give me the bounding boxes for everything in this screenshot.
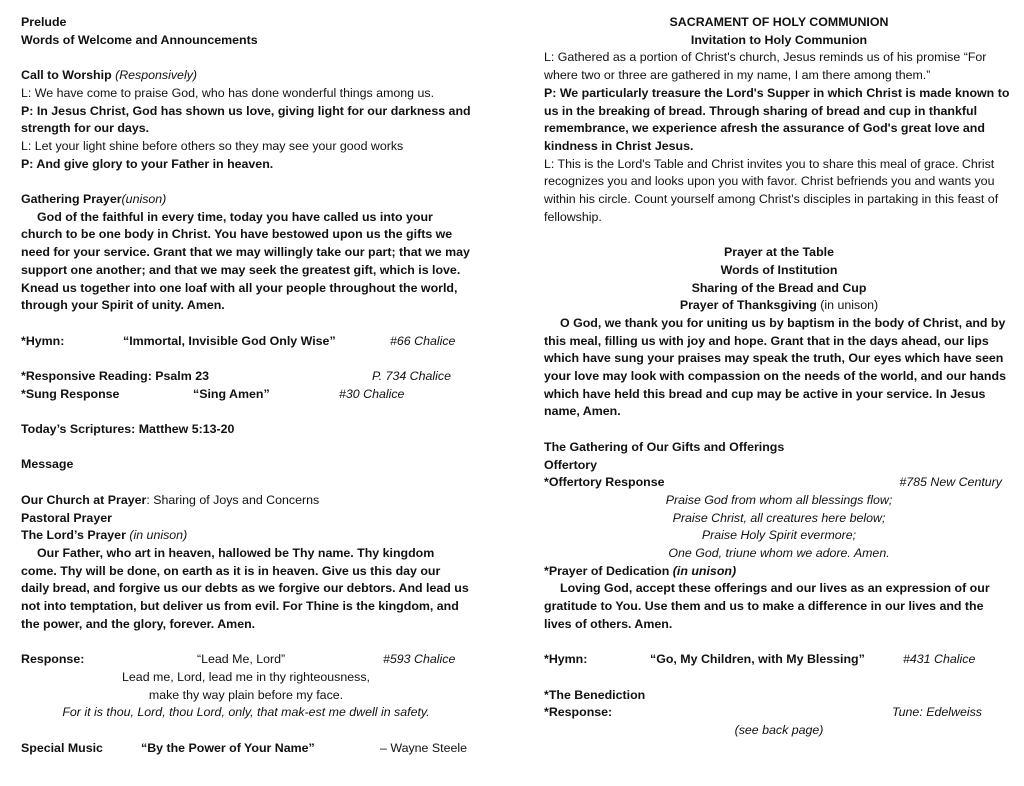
hymn-1-ref: #66 Chalice bbox=[390, 333, 456, 348]
lords-prayer-note: (in unison) bbox=[125, 528, 188, 543]
benediction-heading: *The Benediction bbox=[544, 687, 646, 702]
sung-response-ref: #30 Chalice bbox=[339, 386, 405, 401]
hymn-2-title: “Go, My Children, with My Blessing” bbox=[650, 652, 865, 667]
invitation-people-1: P: We particularly treasure the Lord's Supper in which Christ is made known to us in the breaking of bread. Through sharing of bread and cup in thankful remembrance, we experience afresh the assurance of God's great love and kindness in Christ Jesus. bbox=[544, 85, 1010, 153]
response-lyric-3: For it is thou, Lord, thou Lord, only, that mak-est me dwell in safety. bbox=[62, 705, 430, 720]
sung-response-label: *Sung Response bbox=[21, 386, 120, 401]
dedication-text: Loving God, accept these offerings and our lives as an expression of our gratitude to You. Use them and us to make a difference in our lives and the lives of others. Amen. bbox=[544, 581, 990, 631]
call-people-line-2: P: And give glory to your Father in heaven. bbox=[21, 156, 274, 171]
thanksgiving-text: O God, we thank you for uniting us by baptism in the body of Christ, and by this meal, filling us with joy and hope. Grant that in the days ahead, our lips which have sung your praises may speak the truth, Our eyes which have seen your love may look with compassion on the needs of the world, and our hands which have held this bread and cup may be active in your service. In Jesus name, Amen. bbox=[544, 315, 1006, 419]
invitation-leader-2: L: This is the Lord's Table and Christ invites you to share this meal of grace. Christ recognizes you and looks upon you with favor. Christ befriends you and wants you within his circle. Count yourself among Christ's disciples in partaking in this feast of fellowship. bbox=[544, 156, 999, 224]
dedication-note: (in unison) bbox=[669, 563, 737, 578]
doxology-line-2: Praise Christ, all creatures here below; bbox=[672, 510, 886, 525]
responsive-reading-label: *Responsive Reading: Psalm 23 bbox=[21, 368, 209, 383]
hymn-2-row bbox=[544, 651, 1014, 669]
offertory-response-row bbox=[544, 474, 1014, 492]
dedication-title: *Prayer of Dedication bbox=[544, 563, 670, 578]
doxology-line-1: Praise God from whom all blessings flow; bbox=[665, 492, 893, 507]
invitation-heading: Invitation to Holy Communion bbox=[690, 32, 868, 47]
hymn-2-label: *Hymn: bbox=[544, 652, 588, 667]
call-leader-line-2: L: Let your light shine before others so they may see your good works bbox=[21, 138, 404, 153]
offertory-response-label: *Offertory Response bbox=[544, 475, 665, 490]
pastoral-prayer-heading: Pastoral Prayer bbox=[21, 510, 112, 525]
left-column bbox=[21, 14, 471, 757]
thanksgiving-title: Prayer of Thanksgiving bbox=[679, 298, 817, 313]
lords-prayer-title: The Lord’s Prayer bbox=[21, 528, 126, 543]
gathering-prayer-heading bbox=[21, 191, 471, 209]
sharing-bread-cup-heading: Sharing of the Bread and Cup bbox=[691, 280, 867, 295]
offertory-heading: Offertory bbox=[544, 457, 598, 472]
words-of-institution-heading: Words of Institution bbox=[720, 262, 838, 277]
welcome-heading: Words of Welcome and Announcements bbox=[21, 32, 258, 47]
response-2-row bbox=[544, 704, 1014, 722]
responsive-reading-row bbox=[21, 368, 471, 386]
responsive-reading-ref: P. 734 Chalice bbox=[372, 368, 451, 383]
prayer-at-table-heading: Prayer at the Table bbox=[724, 245, 834, 260]
call-leader-line-1: L: We have come to praise God, who has done wonderful things among us. bbox=[21, 85, 435, 100]
call-people-line-1: P: In Jesus Christ, God has shown us love, giving light for our darkness and strength for our days. bbox=[21, 103, 471, 136]
response-title: “Lead Me, Lord” bbox=[197, 652, 286, 667]
right-column bbox=[544, 14, 1014, 740]
special-music-row bbox=[21, 740, 471, 758]
response-row bbox=[21, 651, 471, 669]
gathering-prayer-title: Gathering Prayer bbox=[21, 192, 122, 206]
invitation-leader-1: L: Gathered as a portion of Christ's church, Jesus reminds us of his promise “For where two or three are gathered in my name, I am there among them.” bbox=[544, 50, 987, 83]
call-to-worship-note: (Responsively) bbox=[111, 68, 198, 83]
call-to-worship-heading bbox=[21, 67, 471, 85]
response-lyric-2: make thy way plain before my face. bbox=[148, 687, 344, 702]
lords-prayer-text: Our Father, who art in heaven, hallowed be Thy name. Thy kingdom come. Thy will be done, on earth as it is in heaven. Give us this day our daily bread, and forgive us our debts as we forgive our debtors. And lead us not into temptation, but deliver us from evil. For Thine is the kingdom, and the power, and the glory, forever. Amen. bbox=[21, 545, 469, 631]
thanksgiving-heading bbox=[544, 297, 1014, 315]
gathering-prayer-text: God of the faithful in every time, today you have called us into your church to be one body in Christ. You have bestowed upon us the gifts we need for your service. Grant that we may willingly take our part; that we may support one another; and that we may seek the greatest gift, which is love. Knead us together into one loaf with all your people throughout the world, through your Spirit of unity. Amen. bbox=[21, 209, 470, 313]
response-ref: #593 Chalice bbox=[383, 652, 456, 667]
response-2-tune: Tune: Edelweiss bbox=[892, 705, 982, 720]
message-heading: Message bbox=[21, 457, 74, 472]
offertory-response-ref: #785 New Century bbox=[899, 475, 1002, 490]
special-music-label: Special Music bbox=[21, 740, 103, 755]
gathering-prayer-note: (unison) bbox=[121, 192, 167, 206]
dedication-heading bbox=[544, 563, 1014, 581]
special-music-title: “By the Power of Your Name” bbox=[141, 740, 315, 755]
church-at-prayer-heading bbox=[21, 492, 471, 510]
hymn-1-label: *Hymn: bbox=[21, 333, 65, 348]
sung-response-row bbox=[21, 386, 471, 404]
thanksgiving-note: (in unison) bbox=[816, 298, 879, 313]
gifts-heading: The Gathering of Our Gifts and Offerings bbox=[544, 439, 785, 454]
call-to-worship-title: Call to Worship bbox=[21, 68, 112, 83]
scripture-heading: Today’s Scriptures: Matthew 5:13-20 bbox=[21, 422, 235, 437]
prelude-heading: Prelude bbox=[21, 15, 67, 29]
response-2-label: *Response: bbox=[544, 705, 613, 720]
sung-response-title: “Sing Amen” bbox=[193, 386, 270, 401]
see-back-page-note: (see back page) bbox=[734, 723, 824, 738]
church-at-prayer-title: Our Church at Prayer bbox=[21, 492, 147, 507]
lords-prayer-heading bbox=[21, 527, 471, 545]
doxology-line-4: One God, triune whom we adore. Amen. bbox=[668, 546, 890, 561]
sacrament-heading: SACRAMENT OF HOLY COMMUNION bbox=[669, 15, 889, 29]
response-label: Response: bbox=[21, 652, 85, 667]
hymn-1-row bbox=[21, 333, 471, 351]
hymn-1-title: “Immortal, Invisible God Only Wise” bbox=[123, 333, 336, 348]
response-lyric-1: Lead me, Lord, lead me in thy righteousness, bbox=[122, 669, 370, 684]
church-at-prayer-rest: : Sharing of Joys and Concerns bbox=[146, 492, 320, 507]
special-music-artist: – Wayne Steele bbox=[380, 740, 468, 755]
doxology-line-3: Praise Holy Spirit evermore; bbox=[701, 528, 857, 543]
hymn-2-ref: #431 Chalice bbox=[903, 652, 976, 667]
